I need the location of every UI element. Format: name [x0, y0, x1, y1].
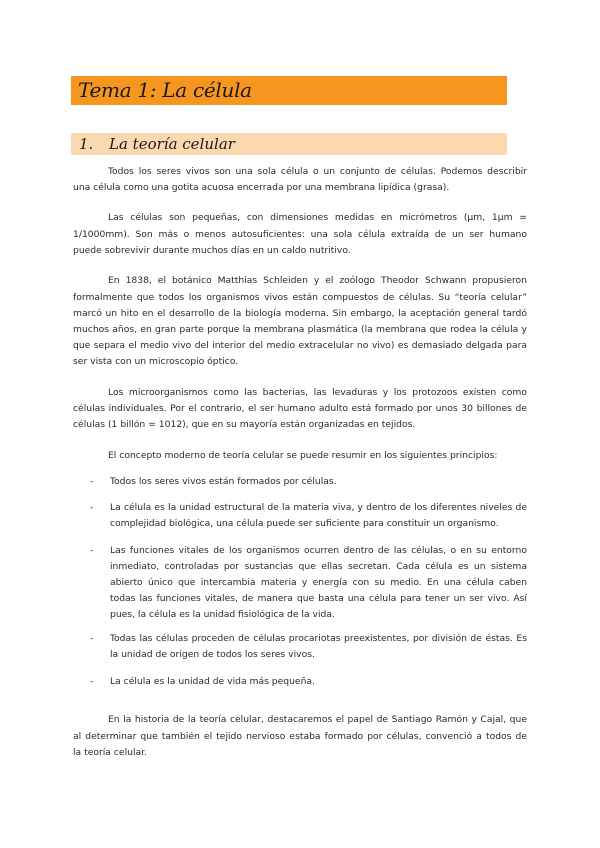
- paragraph-line: puede sobrevivir durante muchos días en un caldo nutritivo.: [73, 245, 351, 256]
- bullet-line: abierto único que intercambia materia y energía con su medio. En una célula caben: [110, 577, 527, 588]
- bullet-line: Todas las células proceden de células procariotas preexistentes, por división de éstas. Es: [110, 633, 527, 644]
- paragraph-line: Los microorganismos como las bacterias, las levaduras y los protozoos existen como: [108, 387, 527, 398]
- paragraph-line: formalmente que todos los organismos vivos están compuestos de células. Su “teoría celular”: [73, 292, 527, 303]
- paragraph-line: la teoría celular.: [73, 747, 147, 758]
- paragraph-line: Todos los seres vivos son una sola célula o un conjunto de células. Podemos describir: [108, 166, 527, 177]
- bullet-line: La célula es la unidad estructural de la materia viva, y dentro de los diferentes niveles de: [110, 502, 527, 513]
- paragraph-line: ser vista con un microscopio óptico.: [73, 356, 239, 367]
- paragraph-line: En 1838, el botánico Matthias Schleiden y el zoólogo Theodor Schwann propusieron: [108, 275, 527, 286]
- bullet-marker: -: [90, 476, 94, 487]
- bullet-line: la unidad de origen de todos los seres vivos.: [110, 649, 315, 660]
- bullet-line: Las funciones vitales de los organismos ocurren dentro de las células, o en su entorno: [110, 545, 527, 556]
- bullet-marker: -: [90, 633, 94, 644]
- title-bar: [71, 76, 507, 105]
- paragraph-line: una célula como una gotita acuosa encerrada por una membrana lipídica (grasa).: [73, 182, 450, 193]
- bullet-marker: -: [90, 502, 94, 513]
- paragraph-line: El concepto moderno de teoría celular se puede resumir en los siguientes principios:: [108, 450, 498, 461]
- paragraph-line: células individuales. Por el contrario, el ser humano adulto está formado por unos 30 billones de: [73, 403, 527, 414]
- bullet-line: La célula es la unidad de vida más pequeña.: [110, 676, 315, 687]
- bullet-line: inmediato, controladas por sustancias que ellas secretan. Cada célula es un sistema: [110, 561, 527, 572]
- paragraph-line: células (1 billón = 1012), que en su mayoría están organizadas en tejidos.: [73, 419, 416, 430]
- bullet-line: pues, la célula es la unidad fisiológica de la vida.: [110, 609, 335, 620]
- section-heading-bar: [71, 133, 507, 155]
- paragraph-line: marcó un hito en el desarrollo de la biología moderna. Sin embargo, la aceptación general tardó: [73, 308, 527, 319]
- bullet-line: Todos los seres vivos están formados por células.: [110, 476, 337, 487]
- paragraph-line: al determinar que también el tejido nervioso estaba formado por células, convenció a todos de: [73, 731, 527, 742]
- paragraph-line: que separa el medio vivo del interior del medio extracelular no vivo) es demasiado delgada para: [73, 340, 527, 351]
- paragraph-line: Las células son pequeñas, con dimensiones medidas en micrómetros (μm, 1μm =: [108, 212, 527, 223]
- bullet-line: todas las funciones vitales, de manera que basta una célula para tener un ser vivo. Así: [110, 593, 527, 604]
- bullet-marker: -: [90, 545, 94, 556]
- paragraph-line: 1/1000mm). Son más o menos autosuficientes: una sola célula extraída de un ser humano: [73, 229, 527, 240]
- page-title: Tema 1: La célula: [78, 78, 252, 102]
- paragraph-line: muchos años, en gran parte porque la membrana plasmática (la membrana que rodea la célula y: [73, 324, 527, 335]
- section-number: 1.: [79, 135, 94, 153]
- paragraph-line: En la historia de la teoría celular, destacaremos el papel de Santiago Ramón y Cajal, que: [108, 714, 527, 725]
- section-title: La teoría celular: [109, 135, 235, 153]
- bullet-line: complejidad biológica, una célula puede ser suficiente para constituir un organismo.: [110, 518, 499, 529]
- bullet-marker: -: [90, 676, 94, 687]
